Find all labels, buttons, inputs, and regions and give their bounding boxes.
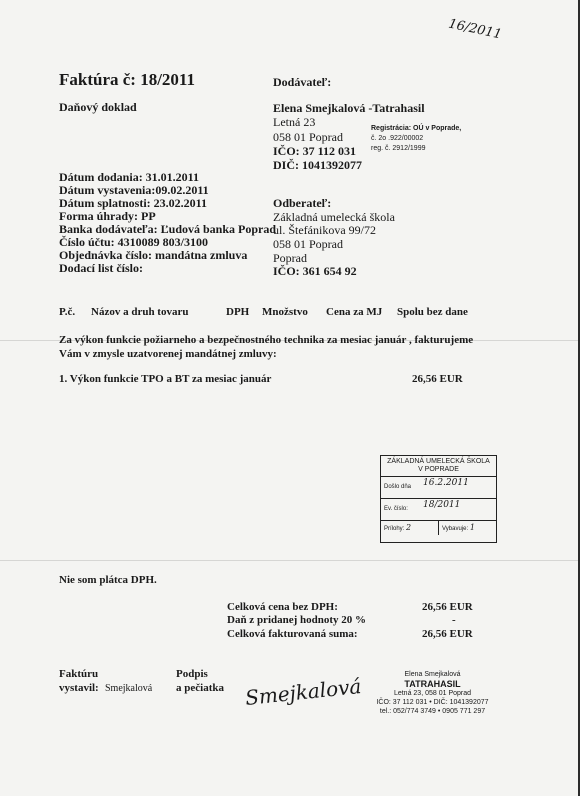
item-description: 1. Výkon funkcie TPO a BT za mesiac január <box>59 373 272 385</box>
detail-due-date: Dátum splatnosti: 23.02.2011 <box>59 196 208 210</box>
supplier-dic: DIČ: 1041392077 <box>273 158 362 172</box>
stamp-bottom-row <box>381 521 496 535</box>
document-subtitle: Daňový doklad <box>59 100 137 114</box>
handwritten-signature: Smejkalová <box>244 673 363 711</box>
company-stamp-ids: IČO: 37 112 031 • DIČ: 1041392077 <box>376 699 489 706</box>
stamp-header <box>381 456 496 477</box>
supplier-label: Dodávateľ: <box>273 75 332 89</box>
header-vat: DPH <box>226 306 250 318</box>
header-item-name: Názov a druh tovaru <box>91 306 189 318</box>
supplier-city: 058 01 Poprad <box>273 130 343 144</box>
stamp-received-row <box>381 477 496 499</box>
stamp-received-label: Došlo dňa <box>384 484 412 490</box>
stamp-handled-label: Vybavuje: <box>442 526 469 532</box>
detail-order: Objednávka číslo: mandátna zmluva <box>59 248 248 262</box>
stamp-ev-value: 18/2011 <box>423 500 461 510</box>
stamp-attachments-value: 2 <box>406 523 412 532</box>
company-stamp-phone: tel.: 052/774 3749 • 0905 771 297 <box>379 708 486 715</box>
customer-street: ul. Štefánikova 99/72 <box>273 223 376 237</box>
company-stamp-name: Elena Smejkalová <box>404 671 461 678</box>
stamp-ev-row <box>381 499 496 521</box>
header-quantity: Množstvo <box>262 306 308 318</box>
stamp-attachments-label: Prílohy: <box>384 526 405 532</box>
vat-value: - <box>452 614 456 626</box>
customer-label: Odberateľ: <box>273 196 332 210</box>
signature-label: a pečiatka <box>176 682 224 694</box>
detail-delivery-note: Dodací list číslo: <box>59 261 143 275</box>
total-amount-label: Celková fakturovaná suma: <box>227 628 358 640</box>
company-stamp <box>340 670 525 716</box>
registration-line: Registrácia: OÚ v Poprade, <box>371 125 462 132</box>
total-without-vat-label: Celková cena bez DPH: <box>227 601 338 613</box>
description-line: Vám v zmysle uzatvorenej mandátnej zmluvy: <box>59 348 277 360</box>
handwritten-date: 16/2011 <box>447 16 503 43</box>
detail-delivery-date: Dátum dodania: 31.01.2011 <box>59 170 200 184</box>
signature-label: Podpis <box>176 668 208 680</box>
header-unit-price: Cena za MJ <box>326 306 383 318</box>
supplier-ico: IČO: 37 112 031 <box>273 144 357 158</box>
vat-label: Daň z pridanej hodnoty 20 % <box>227 614 367 626</box>
registration-line: reg. č. 2912/1999 <box>371 145 426 152</box>
registration-line: č. 2o .922/00002 <box>371 135 424 142</box>
company-stamp-address: Letná 23, 058 01 Poprad <box>393 690 472 697</box>
stamp-school-city: V POPRADE <box>418 466 459 473</box>
issued-by-label: Faktúru <box>59 668 99 680</box>
header-total: Spolu bez dane <box>397 306 468 318</box>
stamp-school-name: ZÁKLADNÁ UMELECKÁ ŠKOLA <box>387 458 490 465</box>
total-without-vat-value: 26,56 EUR <box>422 601 473 613</box>
stamp-handled-value: 1 <box>469 523 475 532</box>
fold-line <box>0 560 580 561</box>
total-amount-value: 26,56 EUR <box>422 628 473 640</box>
supplier-name: Elena Smejkalová -Tatrahasil <box>273 101 425 115</box>
vat-note: Nie som plátca DPH. <box>59 574 157 586</box>
item-amount: 26,56 EUR <box>412 373 463 385</box>
description-line: Za výkon funkcie požiarneho a bezpečnostného technika za mesiac január , fakturujeme <box>59 334 474 346</box>
stamp-ev-label: Ev. číslo: <box>384 506 408 512</box>
customer-ico: IČO: 361 654 92 <box>273 264 357 278</box>
customer-city2: Poprad <box>273 251 307 265</box>
detail-bank: Banka dodávateľa: Ľudová banka Poprad <box>59 222 277 236</box>
issued-by-name: Smejkalová <box>105 683 153 694</box>
stamp-received-value: 16.2.2011 <box>423 478 469 488</box>
received-stamp <box>380 455 497 543</box>
stamp-handled <box>439 521 496 535</box>
header-item-number: P.č. <box>59 306 76 318</box>
company-stamp-company: TATRAHASIL <box>404 679 461 689</box>
detail-account: Číslo účtu: 4310089 803/3100 <box>59 235 209 249</box>
stamp-attachments <box>381 521 439 535</box>
customer-name: Základná umelecká škola <box>273 210 395 224</box>
customer-city: 058 01 Poprad <box>273 237 343 251</box>
issued-by-label: vystavil: <box>59 682 99 694</box>
supplier-street: Letná 23 <box>273 115 316 129</box>
invoice-details <box>59 171 276 275</box>
detail-payment-method: Forma úhrady: PP <box>59 209 156 223</box>
detail-issue-date: Dátum vystavenia:09.02.2011 <box>59 183 209 197</box>
invoice-title: Faktúra č: 18/2011 <box>59 70 195 89</box>
